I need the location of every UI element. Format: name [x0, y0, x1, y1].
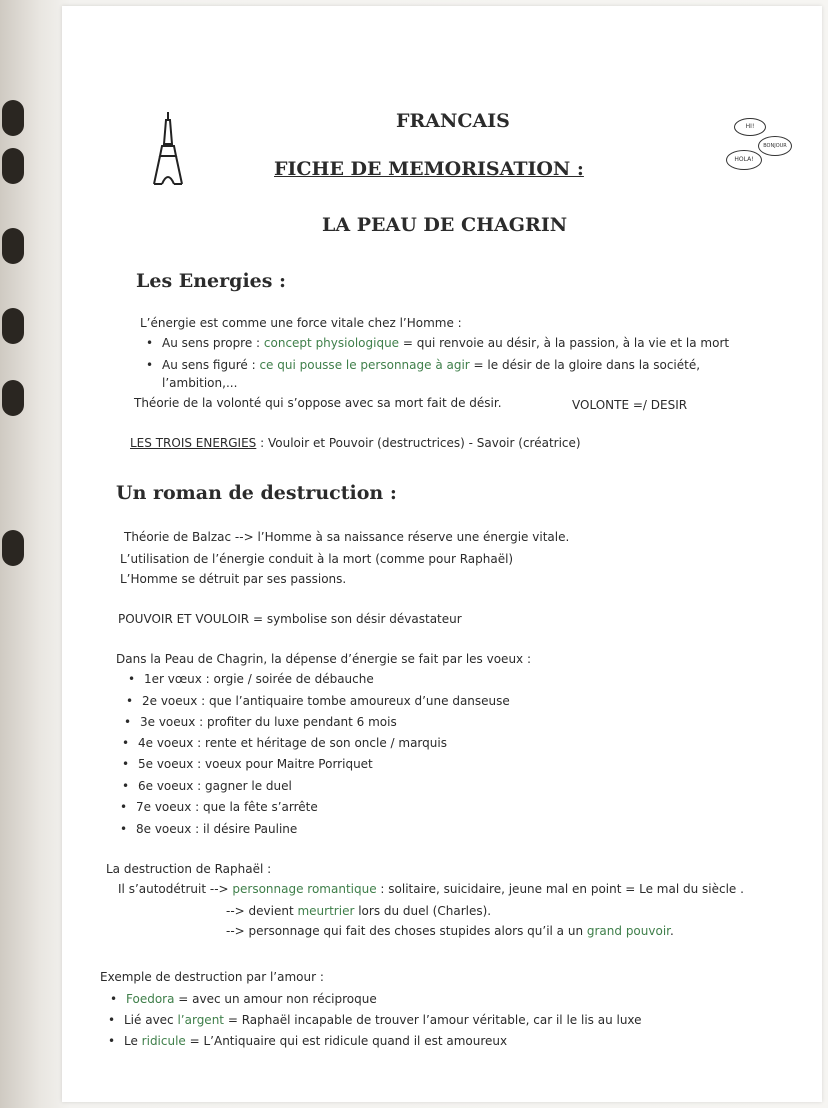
roman-line-1: Théorie de Balzac --> l’Homme à sa naissance réserve une énergie vitale.	[124, 530, 570, 544]
punch-hole	[2, 148, 24, 184]
energies-theory: Théorie de la volonté qui s’oppose avec sa mort fait de désir.	[134, 396, 502, 410]
voeu-item: • 6e voeux : gagner le duel	[138, 779, 292, 793]
item-prefix: Lié avec	[124, 1013, 178, 1027]
bubble-bonjour: BONJOUR	[758, 136, 792, 156]
destruction-line-3	[226, 924, 674, 938]
line-rest: lors du duel (Charles).	[354, 904, 492, 918]
voeu-item: • 8e voeux : il désire Pauline	[136, 822, 297, 836]
line-rest: : solitaire, suicidaire, jeune mal en point = Le mal du siècle .	[376, 882, 744, 896]
subject-title: FRANCAIS	[396, 110, 510, 132]
eiffel-tower-icon	[150, 110, 186, 190]
punch-hole	[2, 530, 24, 566]
section-heading-energies: Les Energies :	[136, 270, 287, 292]
highlight-term: ce qui pousse le personnage à agir	[259, 358, 470, 372]
bullet-rest: = qui renvoie au désir, à la passion, à la vie et la mort	[399, 336, 730, 350]
voeux-intro: Dans la Peau de Chagrin, la dépense d’énergie se fait par les voeux :	[116, 652, 532, 666]
item-rest: = L’Antiquaire qui est ridicule quand il est amoureux	[185, 1034, 508, 1048]
bullet-prefix: Au sens propre :	[162, 336, 264, 350]
roman-line-2: L’utilisation de l’énergie conduit à la mort (comme pour Raphaël)	[120, 552, 514, 566]
book-title: LA PEAU DE CHAGRIN	[322, 214, 568, 236]
line-rest: .	[670, 924, 674, 938]
energies-intro: L’énergie est comme une force vitale chez l’Homme :	[140, 316, 462, 330]
exemple-item	[124, 1034, 507, 1048]
volonte-desir: VOLONTE =/ DESIR	[572, 398, 688, 412]
highlight-term: grand pouvoir	[586, 924, 670, 938]
exemple-item	[126, 992, 377, 1006]
energies-bullet-figure-cont: l’ambition,...	[162, 376, 238, 390]
voeu-item: • 4e voeux : rente et héritage de son oncle / marquis	[138, 736, 447, 750]
highlight-term: ridicule	[141, 1034, 186, 1048]
energies-bullet-propre	[162, 336, 729, 350]
line-prefix: --> personnage qui fait des choses stupides alors qu’il a un	[226, 924, 587, 938]
highlight-term: l’argent	[177, 1013, 225, 1027]
line-prefix: --> devient	[226, 904, 298, 918]
bullet-rest: = le désir de la gloire dans la société,	[469, 358, 701, 372]
exemple-item	[124, 1013, 642, 1027]
memorization-sheet	[62, 6, 822, 1102]
highlight-term: Foedora	[126, 992, 175, 1006]
sheet-title: FICHE DE MEMORISATION :	[274, 158, 584, 180]
three-energies-label: LES TROIS ENERGIES	[130, 436, 257, 450]
item-rest: = Raphaël incapable de trouver l’amour véritable, car il le lis au luxe	[224, 1013, 642, 1027]
item-prefix: Le	[124, 1034, 142, 1048]
voeu-item: • 3e voeux : profiter du luxe pendant 6 mois	[140, 715, 397, 729]
punch-hole	[2, 380, 24, 416]
destruction-line-1	[118, 882, 744, 896]
pouvoir-vouloir: POUVOIR ET VOULOIR = symbolise son désir dévastateur	[118, 612, 462, 626]
punch-hole	[2, 308, 24, 344]
three-energies-rest: : Vouloir et Pouvoir (destructrices) - Savoir (créatrice)	[256, 436, 581, 450]
highlight-term: personnage romantique	[232, 882, 377, 896]
voeu-item: • 2e voeux : que l’antiquaire tombe amoureux d’une danseuse	[142, 694, 510, 708]
highlight-term: concept physiologique	[263, 336, 400, 350]
bubble-hi: HI!	[734, 118, 766, 136]
highlight-term: meurtrier	[297, 904, 355, 918]
energies-bullet-figure	[162, 358, 700, 372]
punch-hole	[2, 100, 24, 136]
destruction-line-2	[226, 904, 491, 918]
three-energies	[130, 436, 581, 450]
bubble-hola: HOLA!	[726, 150, 762, 170]
punch-hole	[2, 228, 24, 264]
item-rest: = avec un amour non réciproque	[174, 992, 377, 1006]
voeu-item: • 1er vœux : orgie / soirée de débauche	[144, 672, 374, 686]
voeu-item: • 7e voeux : que la fête s’arrête	[136, 800, 318, 814]
line-prefix: Il s’autodétruit -->	[118, 882, 233, 896]
exemple-label: Exemple de destruction par l’amour :	[100, 970, 324, 984]
destruction-label: La destruction de Raphaël :	[106, 862, 272, 876]
voeu-item: • 5e voeux : voeux pour Maitre Porriquet	[138, 757, 373, 771]
bullet-prefix: Au sens figuré :	[162, 358, 260, 372]
section-heading-roman: Un roman de destruction :	[116, 482, 397, 504]
roman-line-3: L’Homme se détruit par ses passions.	[120, 572, 347, 586]
